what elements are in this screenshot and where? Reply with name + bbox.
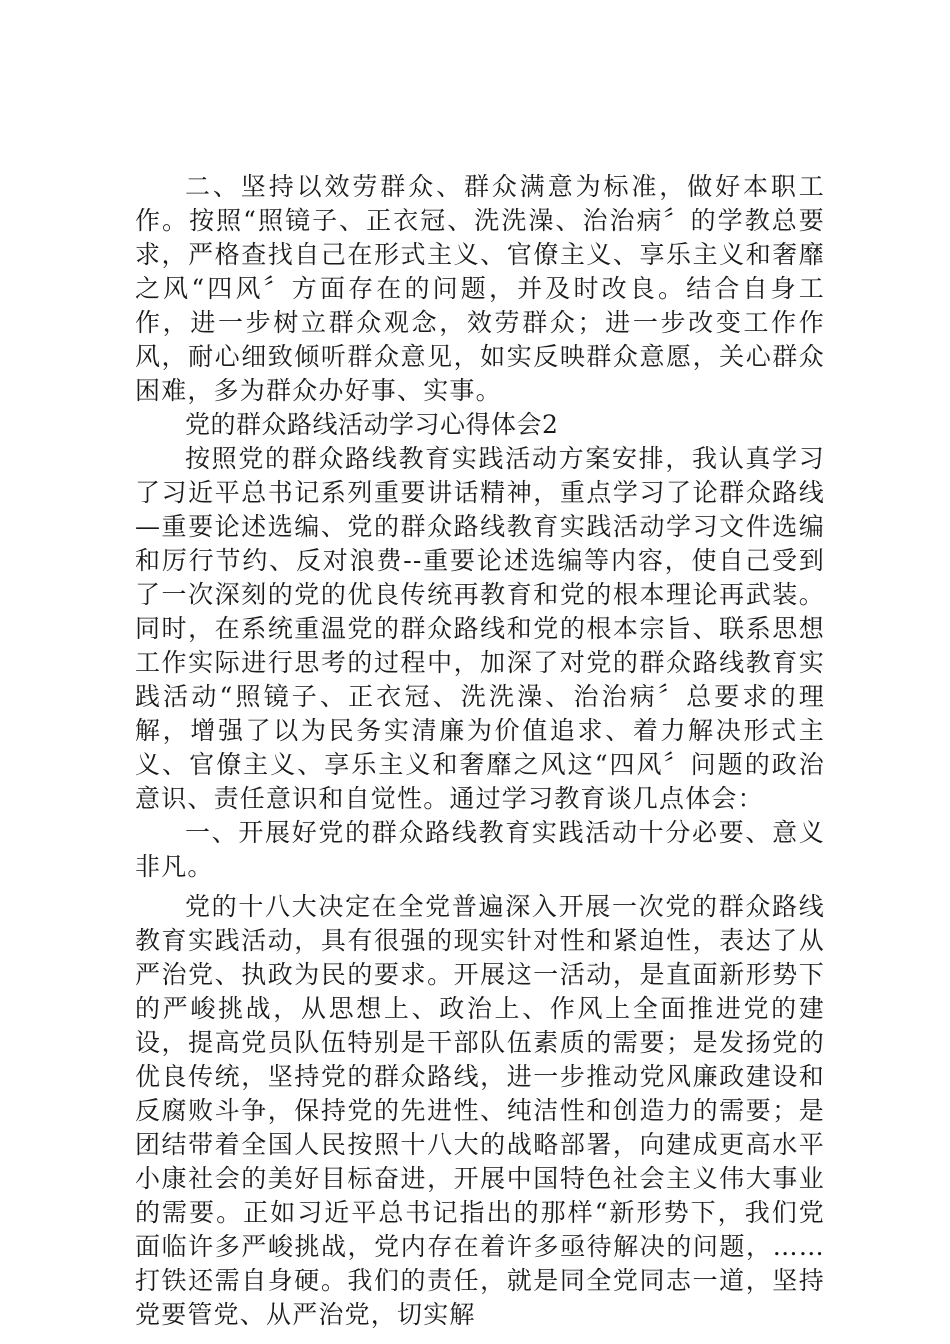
paragraph-service-standard: 二、坚持以效劳群众、群众满意为标准，做好本职工作。按照“照镜子、正衣冠、洗洗澡、治治病〞的学教总要求，严格查找自己在形式主义、官僚主义、享乐主义和奢靡之风“四风〞方面存在的问题，并及时改良。结合自身工作，进一步树立群众观念，效劳群众；进一步改变工作作风，耐心细致倾听群众意见，如实反映群众意愿，关心群众困难，多为群众办好事、实事。: [135, 172, 825, 405]
paragraph-study-overview: 按照党的群众路线教育实践活动方案安排，我认真学习了习近平总书记系列重要讲话精神，重点学习了论群众路线—重要论述选编、党的群众路线教育实践活动学习文件选编和厉行节约、反对浪费--重要论述选编等内容，使自己受到了一次深刻的党的优良传统再教育和党的根本理论再武装。同时，在系统重温党的群众路线和党的根本宗旨、联系思想工作实际进行思考的过程中，加深了对党的群众路线教育实践活动“照镜子、正衣冠、洗洗澡、治治病〞总要求的理解，增强了以为民务实清廉为价值追求、着力解决形式主义、官僚主义、享乐主义和奢靡之风这“四风〞问题的政治意识、责任意识和自觉性。通过学习教育谈几点体会：: [135, 444, 825, 813]
paragraph-point-one-heading: 一、开展好党的群众路线教育实践活动十分必要、意义非凡。: [135, 818, 825, 881]
document-body: [135, 170, 825, 1332]
section-title: 党的群众路线活动学习心得体会2: [185, 410, 559, 439]
paragraph-eighteenth-congress: 党的十八大决定在全党普遍深入开展一次党的群众路线教育实践活动，具有很强的现实针对性和紧迫性，表达了从严治党、执政为民的要求。开展这一活动，是直面新形势下的严峻挑战，从思想上、政治上、作风上全面推进党的建设，提高党员队伍特别是干部队伍素质的需要；是发扬党的优良传统，坚持党的群众路线，进一步推动党风廉政建设和反腐败斗争，保持党的先进性、纯洁性和创造力的需要；是团结带着全国人民按照十八大的战略部署，向建成更高水平小康社会的美好目标奋进，开展中国特色社会主义伟大事业的需要。正如习近平总书记指出的那样“新形势下，我们党面临许多严峻挑战，党内存在着许多亟待解决的问题，……打铁还需自身硬。我们的责任，就是同全党同志一道，坚持党要管党、从严治党，切实解: [135, 892, 825, 1329]
